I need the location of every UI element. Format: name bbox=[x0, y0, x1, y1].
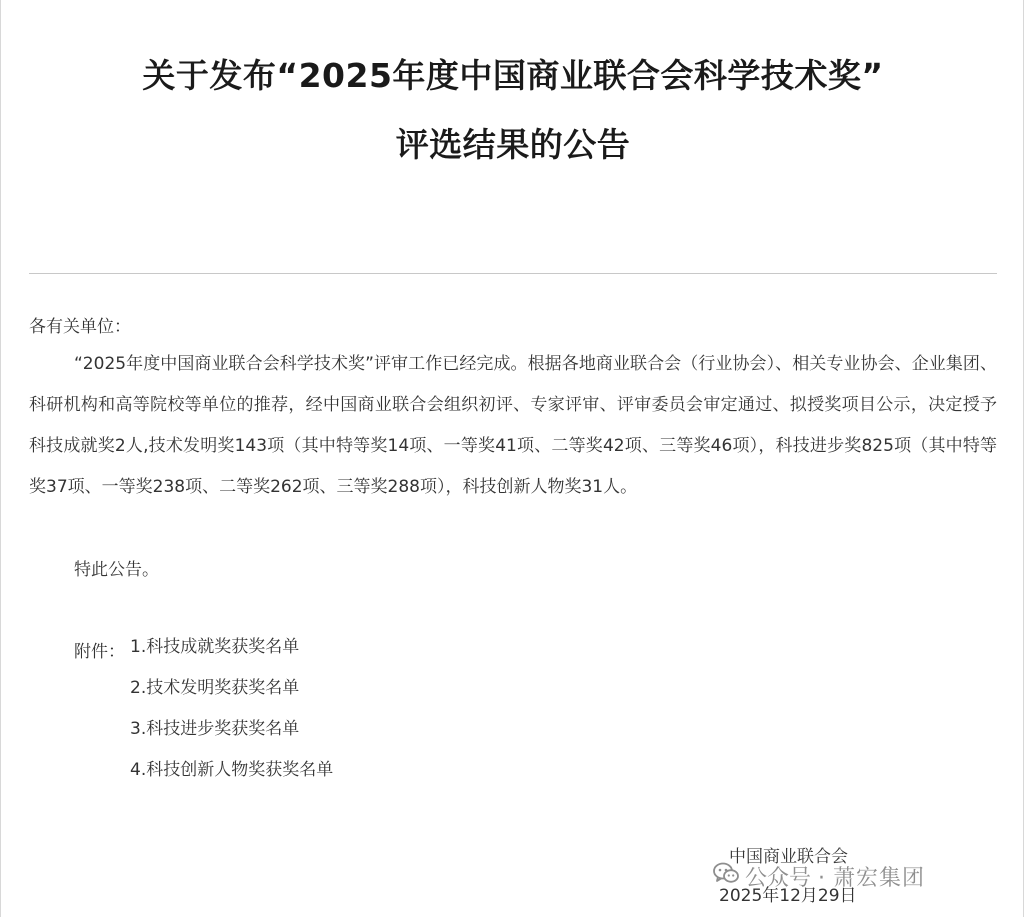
document-title-line-2: 评选结果的公告 bbox=[395, 125, 631, 164]
attachment-item: 4.科技创新人物奖获奖名单 bbox=[130, 760, 334, 780]
document-title-line-1: 关于发布“2025年度中国商业联合会科学技术奖” bbox=[142, 56, 884, 95]
attachment-item: 2.技术发明奖获奖名单 bbox=[130, 678, 300, 698]
attachments-list bbox=[130, 637, 333, 801]
attachment-item: 3.科技进步奖获奖名单 bbox=[130, 719, 300, 739]
salutation: 各有关单位： bbox=[29, 317, 131, 337]
attachment-item: 1.科技成就奖获奖名单 bbox=[130, 637, 300, 657]
attachments-label: 附件： bbox=[74, 642, 125, 662]
closing-remark: 特此公告。 bbox=[74, 560, 159, 580]
watermark-prefix: 公众号 · bbox=[745, 865, 825, 891]
watermark bbox=[713, 860, 925, 892]
signing-organization: 中国商业联合会 bbox=[729, 847, 848, 867]
wechat-icon bbox=[713, 862, 739, 890]
signing-date: 2025年12月29日 bbox=[719, 886, 857, 906]
watermark-account-name: 萧宏集团 bbox=[833, 865, 926, 891]
announcement-body: “2025年度中国商业联合会科学技术奖”评审工作已经完成。根据各地商业联合会（行业协会）、相关专业协会、企业集团、科研机构和高等院校等单位的推荐，经中国商业联合会组织初评、专家评审、评审委员会审定通过、拟授奖项目公示，决定授予科技成就奖2人,技术发明奖143项（其中特等奖14项、一等奖41项、二等奖42项、三等奖46项），科技进步奖825项（其中特等奖37项、一等奖238项、二等奖262项、三等奖288项），科技创新人物奖31人。 bbox=[29, 354, 997, 497]
header-divider bbox=[29, 273, 997, 274]
